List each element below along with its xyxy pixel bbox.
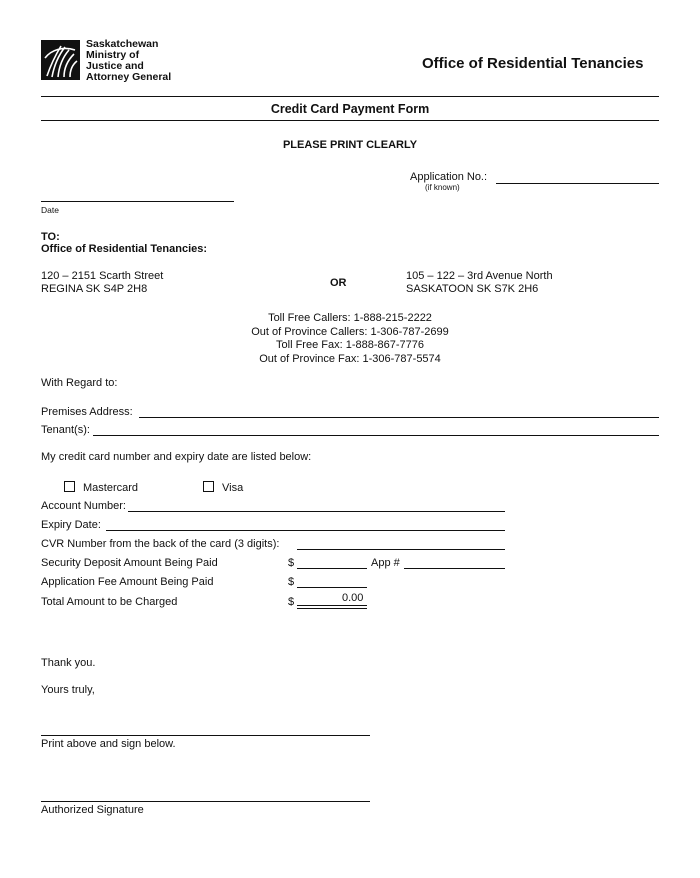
contact-numbers: Toll Free Callers: 1-888-215-2222 Out of Province Callers: 1-306-787-2699 Toll Free Fax: 1-888-867-7776 Out of Province Fax: 1-306-787-5574 bbox=[251, 312, 449, 365]
tenants-input[interactable] bbox=[93, 423, 659, 436]
date-label: Date bbox=[41, 205, 59, 215]
security-deposit-label: Security Deposit Amount Being Paid bbox=[41, 557, 218, 569]
application-number-sublabel: (if known) bbox=[425, 183, 460, 192]
application-fee-input[interactable] bbox=[297, 575, 367, 588]
total-amount-underline-1 bbox=[297, 605, 367, 606]
to-office: Office of Residential Tenancies: bbox=[41, 243, 208, 255]
mastercard-checkbox[interactable] bbox=[64, 481, 75, 492]
header-rule-bottom bbox=[41, 120, 659, 121]
or-separator: OR bbox=[330, 277, 347, 289]
tenants-label: Tenant(s): bbox=[41, 424, 90, 436]
premises-address-input[interactable] bbox=[139, 405, 659, 418]
security-deposit-input[interactable] bbox=[297, 556, 367, 569]
total-amount-underline-2 bbox=[297, 608, 367, 609]
with-regard-label: With Regard to: bbox=[41, 377, 118, 389]
saskatoon-address: 105 – 122 – 3rd Avenue North SASKATOON SK S7K 2H6 bbox=[406, 270, 553, 295]
application-number-input[interactable] bbox=[496, 171, 659, 184]
form-title: Credit Card Payment Form bbox=[270, 102, 430, 116]
printed-name-input[interactable] bbox=[41, 723, 370, 736]
expiry-date-input[interactable] bbox=[106, 518, 505, 531]
security-deposit-currency: $ bbox=[288, 557, 295, 569]
expiry-date-label: Expiry Date: bbox=[41, 519, 101, 531]
date-input[interactable] bbox=[41, 189, 234, 202]
app-number-input[interactable] bbox=[404, 556, 505, 569]
visa-label: Visa bbox=[222, 482, 244, 494]
thank-you-text: Thank you. bbox=[41, 657, 96, 669]
wheat-sheaf-icon bbox=[41, 40, 80, 80]
total-amount-value: 0.00 bbox=[342, 592, 364, 604]
visa-checkbox[interactable] bbox=[203, 481, 214, 492]
ministry-name: Saskatchewan Ministry of Justice and Attorney General bbox=[86, 38, 172, 83]
print-sign-instruction: Print above and sign below. bbox=[41, 738, 176, 750]
regina-address: 120 – 2151 Scarth Street REGINA SK S4P 2H8 bbox=[41, 270, 164, 295]
to-label: TO: bbox=[41, 231, 60, 243]
total-amount-currency: $ bbox=[288, 596, 295, 608]
cvr-number-label: CVR Number from the back of the card (3 digits): bbox=[41, 538, 280, 550]
header-rule-top bbox=[41, 96, 659, 97]
application-fee-label: Application Fee Amount Being Paid bbox=[41, 576, 214, 588]
account-number-input[interactable] bbox=[128, 499, 505, 512]
application-number-label: Application No.: bbox=[410, 171, 488, 183]
total-amount-label: Total Amount to be Charged bbox=[41, 596, 178, 608]
yours-truly-text: Yours truly, bbox=[41, 684, 95, 696]
ministry-logo bbox=[41, 40, 80, 80]
office-title: Office of Residential Tenancies bbox=[422, 55, 644, 72]
account-number-label: Account Number: bbox=[41, 500, 126, 512]
print-clearly-notice: PLEASE PRINT CLEARLY bbox=[282, 139, 418, 151]
signature-input[interactable] bbox=[41, 789, 370, 802]
application-fee-currency: $ bbox=[288, 576, 295, 588]
cvr-number-input[interactable] bbox=[297, 537, 505, 550]
premises-address-label: Premises Address: bbox=[41, 406, 133, 418]
card-intro-text: My credit card number and expiry date are listed below: bbox=[41, 451, 312, 463]
app-number-label: App # bbox=[371, 557, 400, 569]
authorized-signature-label: Authorized Signature bbox=[41, 804, 144, 816]
mastercard-label: Mastercard bbox=[83, 482, 139, 494]
